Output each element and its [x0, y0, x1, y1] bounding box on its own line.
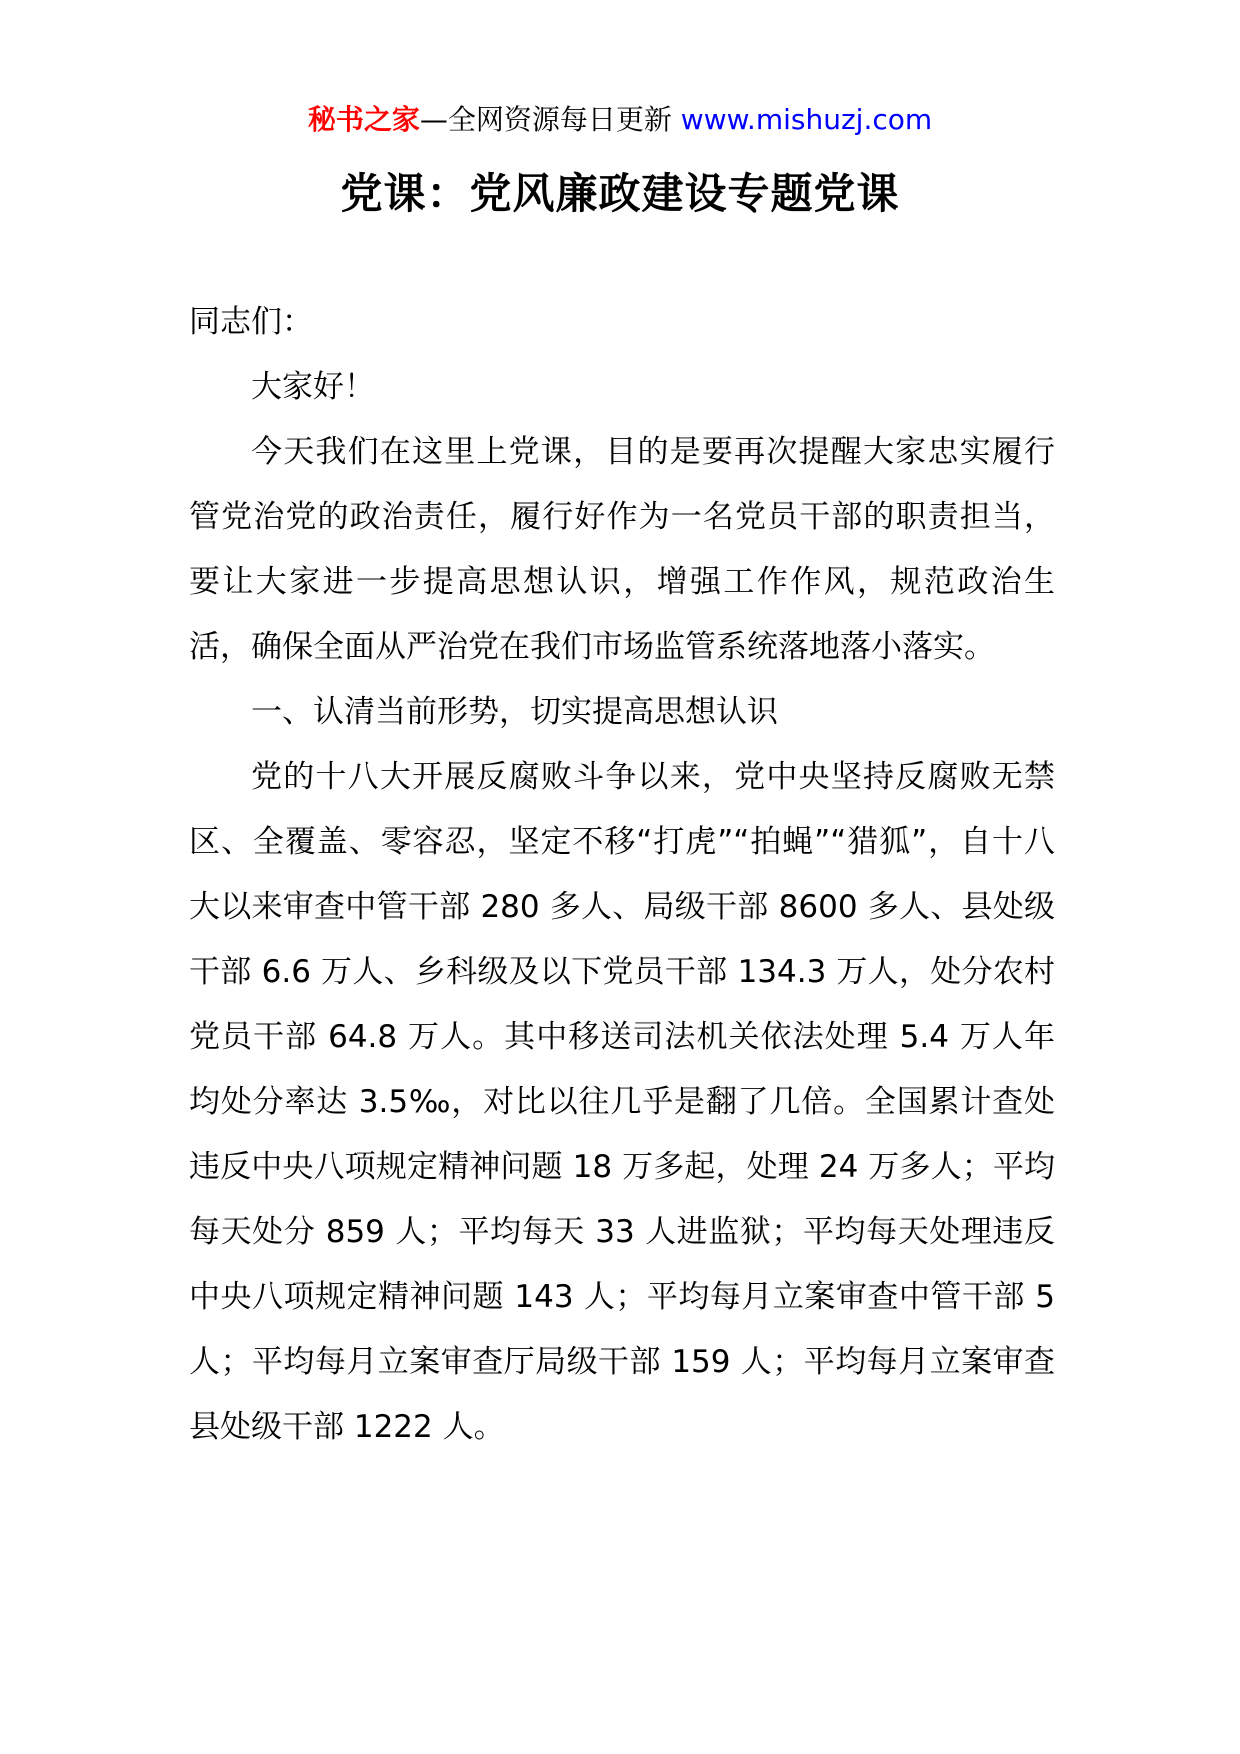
section-1-paragraph: 党的十八大开展反腐败斗争以来，党中央坚持反腐败无禁区、全覆盖、零容忍，坚定不移“打虎”“拍蝇”“猎狐”，自十八大以来审查中管干部 280 多人、局级干部 8600 多人、县处级干部 6.6 万人、乡科级及以下党员干部 134.3 万人，处分农村党员干部 64.8 万人。其中移送司法机关依法处理 5.4 万人年均处分率达 3.5‰，对比以往几乎是翻了几倍。全国累计查处违反中央八项规定精神问题 18 万多起，处理 24 万多人；平均每天处分 859 人；平均每天 33 人进监狱；平均每天处理违反中央八项规定精神问题 143 人；平均每月立案审查中管干部 5 人；平均每月立案审查厅局级干部 159 人；平均每月立案审查县处级干部 1222 人。	[189, 759, 1055, 1445]
section-1-heading: 一、认清当前形势，切实提高思想认识	[251, 694, 778, 730]
site-header	[0, 100, 1240, 140]
site-brand: 秘书之家	[307, 103, 420, 136]
site-tagline: —全网资源每日更新	[419, 103, 672, 136]
site-url-link[interactable]: www.mishuzj.com	[680, 103, 933, 136]
intro-paragraph: 今天我们在这里上党课，目的是要再次提醒大家忠实履行管党治党的政治责任，履行好作为一名党员干部的职责担当，要让大家进一步提高思想认识，增强工作作风，规范政治生活，确保全面从严治党在我们市场监管系统落地落小落实。	[189, 434, 1055, 665]
document-title: 党课：党风廉政建设专题党课	[340, 169, 900, 218]
document-body	[189, 290, 1055, 1460]
salutation: 同志们：	[189, 304, 313, 340]
greeting: 大家好！	[251, 369, 375, 405]
